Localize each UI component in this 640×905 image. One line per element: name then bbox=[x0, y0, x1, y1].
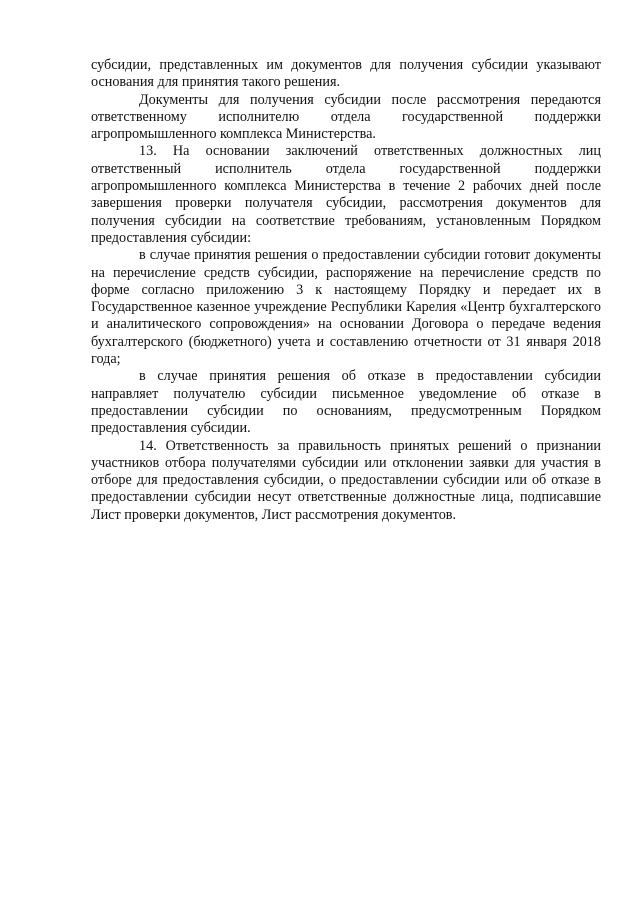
paragraph-continuation: субсидии, представленных им документов для получения субсидии указывают основания для принятия такого решения. bbox=[91, 57, 601, 91]
paragraph-grant-decision: в случае принятия решения о предоставлении субсидии готовит документы на перечисление средств субсидии, распоряжение на перечисление средств по форме согласно приложению 3 к настоящему Порядку и передает их в Государственное казенное учреждение Республики Карелия «Центр бухгалтерского и аналитического сопровождения» на основании Договора о передаче ведения бухгалтерского (бюджетного) учета и составлению отчетности от 31 января 2018 года; bbox=[91, 247, 601, 368]
document-page bbox=[91, 57, 601, 524]
paragraph-refusal-decision: в случае принятия решения об отказе в предоставлении субсидии направляет получателю субсидии письменное уведомление об отказе в предоставлении субсидии по основаниям, предусмотренным Порядком предоставления субсидии. bbox=[91, 368, 601, 437]
paragraph-documents-transfer: Документы для получения субсидии после рассмотрения передаются ответственному исполнителю отдела государственной поддержки агропромышленного комплекса Министерства. bbox=[91, 91, 601, 143]
paragraph-14: 14. Ответственность за правильность принятых решений о признании участников отбора получателями субсидии или отклонении заявки для участия в отборе для предоставления субсидии, о предоставлении субсидии или об отказе в предоставлении субсидии несут ответственные должностные лица, подписавшие Лист проверки документов, Лист рассмотрения документов. bbox=[91, 437, 601, 523]
paragraph-13: 13. На основании заключений ответственных должностных лиц ответственный исполнитель отдела государственной поддержки агропромышленного комплекса Министерства в течение 2 рабочих дней после завершения проверки получателя субсидии, рассмотрения документов для получения субсидии на соответствие требованиям, установленным Порядком предоставления субсидии: bbox=[91, 143, 601, 246]
